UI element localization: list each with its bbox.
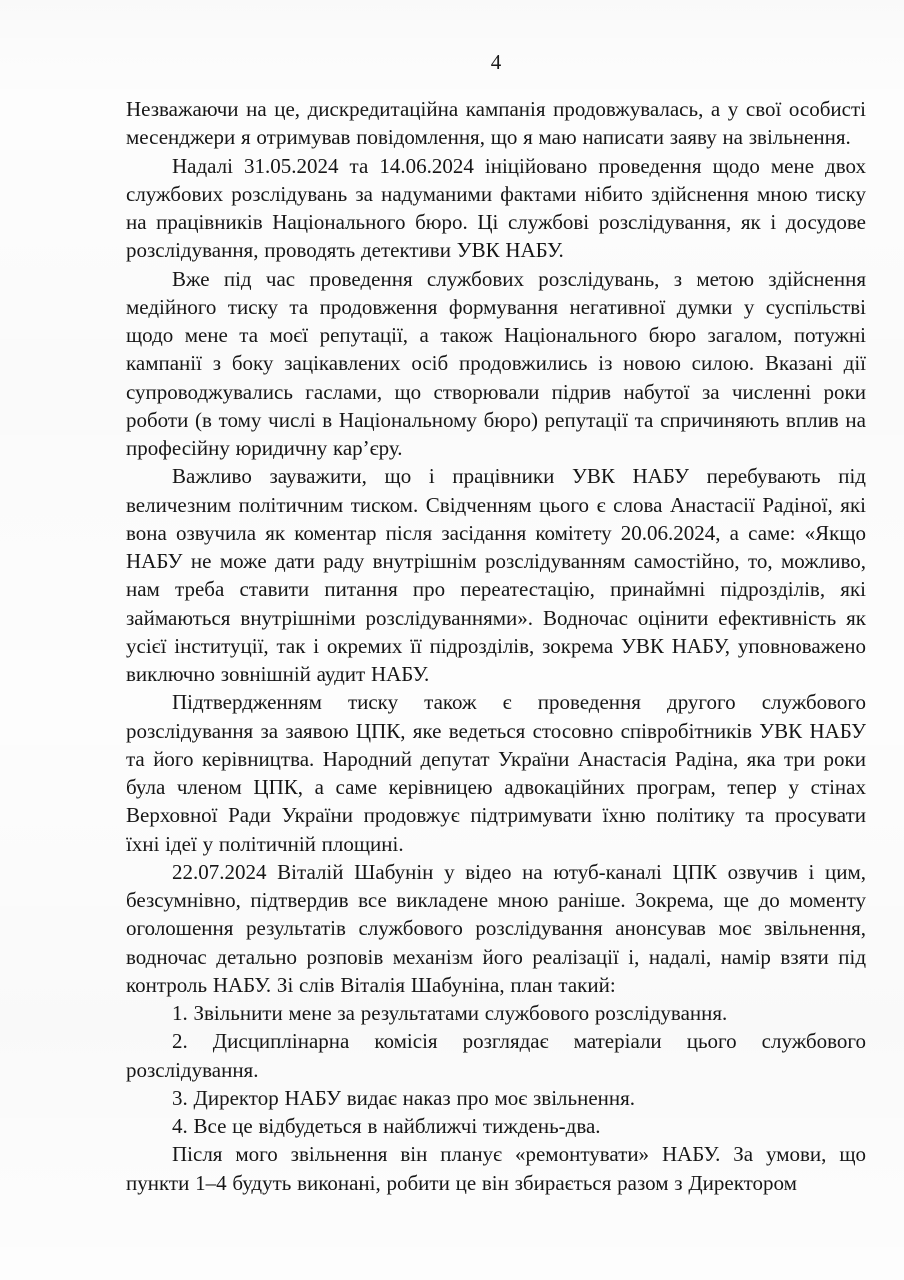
body-paragraph: Незважаючи на це, дискредитаційна кампанія продовжувалась, а у свої особисті месенджери я отримував повідомлення, що я маю написати заяву на звільнення. bbox=[126, 97, 866, 150]
body-paragraph: 22.07.2024 Віталій Шабунін у відео на ютуб-каналі ЦПК озвучив і цим, безсумнівно, підтвердив все викладене мною раніше. Зокрема, ще до моменту оголошення результатів службового розслідування анонсував моє звільнення, водночас детально розповів механізм його реалізації і, надалі, намір взяти під контроль НАБУ. Зі слів Віталія Шабуніна, план такий: bbox=[126, 859, 866, 997]
list-item-4: 4. Все це відбудеться в найближчі тиждень-два. bbox=[172, 1114, 601, 1138]
document-body bbox=[126, 95, 866, 1197]
body-paragraph: Важливо зауважити, що і працівники УВК НАБУ перебувають під величезним політичним тиском. Свідченням цього є слова Анастасії Радіної, які вона озвучила як коментар після засідання комітету 20.06.2024, а саме: «Якщо НАБУ не може дати раду внутрішнім розслідуванням самостійно, то, можливо, нам треба ставити питання про переатестацію, принаймні підрозділів, які займаються внутрішніми розслідуваннями». Водночас оцінити ефективність як усієї інституції, так і окремих її підрозділів, зокрема УВК НАБУ, уповноважено виключно зовнішній аудит НАБУ. bbox=[126, 464, 866, 686]
page-number: 4 bbox=[490, 50, 502, 74]
body-paragraph: Після мого звільнення він планує «ремонтувати» НАБУ. За умови, що пункти 1–4 будуть виконані, робити це він збирається разом з Директором bbox=[126, 1142, 866, 1195]
list-item-2: 2. Дисциплінарна комісія розглядає матеріали цього службового розслідування. bbox=[126, 1029, 866, 1082]
body-paragraph: Вже під час проведення службових розслідувань, з метою здійснення медійного тиску та продовження формування негативної думки у суспільстві щодо мене та моєї репутації, а також Національного бюро загалом, потужні кампанії з боку зацікавлених осіб продовжились із новою силою. Вказані дії супроводжувались гаслами, що створювали підрив набутої за численні роки роботи (в тому числі в Національному бюро) репутації та спричиняють вплив на професійну юридичну кар’єру. bbox=[126, 266, 866, 460]
body-paragraph: Підтвердженням тиску також є проведення другого службового розслідування за заявою ЦПК, яке ведеться стосовно співробітників УВК НАБУ та його керівництва. Народний депутат України Анастасія Радіна, яка три роки була членом ЦПК, а саме керівницею адвокаційних програм, тепер у стінах Верховної Ради України продовжує підтримувати їхню політику та просувати їхні ідеї у політичній площині. bbox=[126, 690, 866, 856]
list-item-3: 3. Директор НАБУ видає наказ про моє звільнення. bbox=[172, 1085, 636, 1110]
body-paragraph: Надалі 31.05.2024 та 14.06.2024 ініційовано проведення щодо мене двох службових розслідувань за надуманими фактами нібито здійснення мною тиску на працівників Національного бюро. Ці службові розслідування, як і досудове розслідування, проводять детективи УВК НАБУ. bbox=[126, 153, 866, 263]
list-item-1: 1. Звільнити мене за результатами службового розслідування. bbox=[172, 1001, 728, 1025]
